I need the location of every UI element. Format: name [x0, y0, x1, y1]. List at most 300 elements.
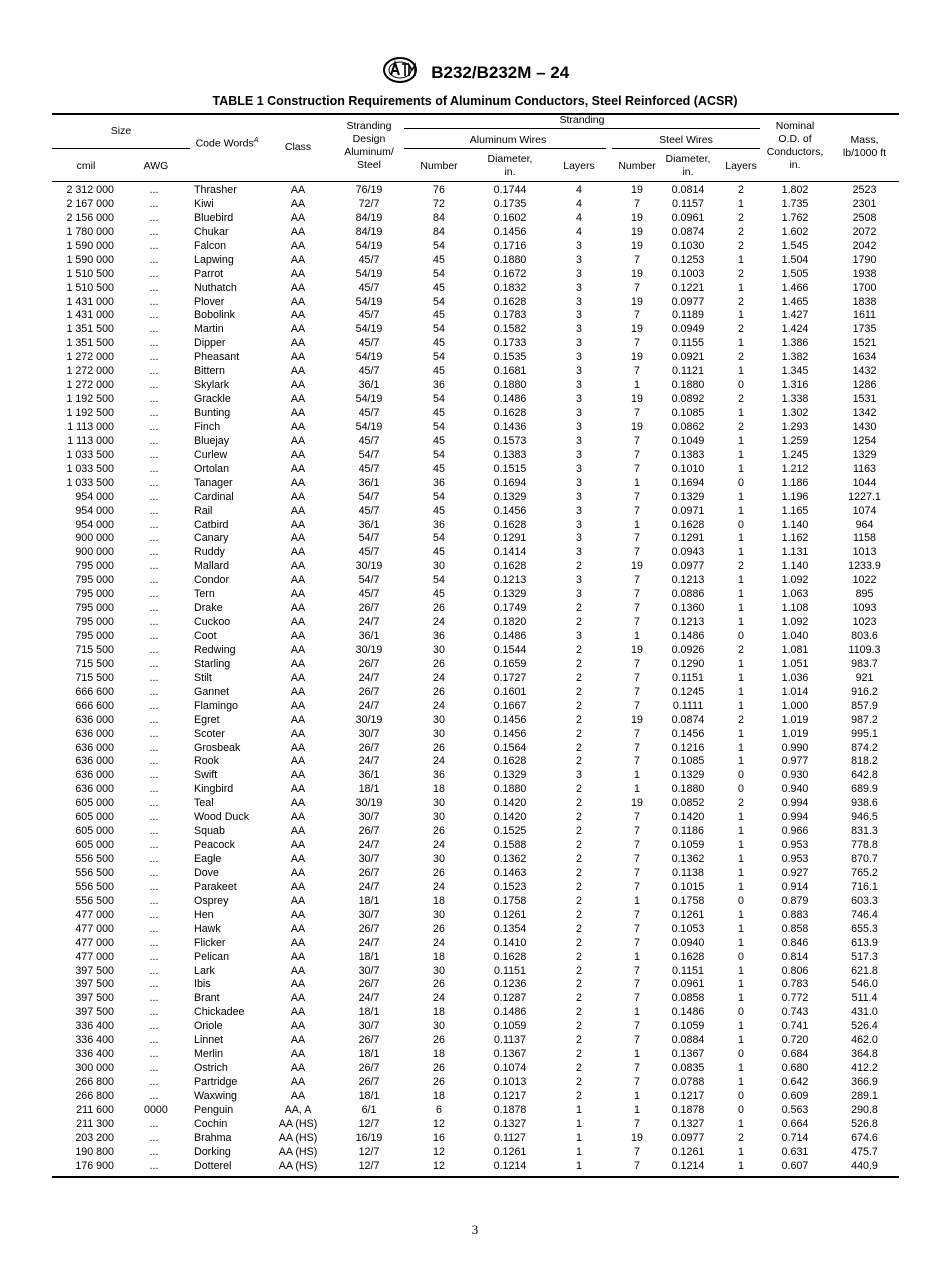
header-nominal-line2: O.D. of — [778, 133, 812, 145]
header-steel-layers: Layers — [725, 160, 757, 172]
cell-mass: 778.8 — [851, 839, 878, 852]
cell-al-diameter: 0.1602 — [493, 211, 527, 224]
cell-al-number: 36 — [433, 379, 445, 392]
cell-cmil: 900 000 — [75, 532, 114, 545]
cell-al-diameter: 0.1420 — [493, 797, 527, 810]
cell-class: AA — [290, 922, 306, 935]
cell-nominal-od: 1.162 — [781, 532, 809, 545]
cell-steel-diameter: 0.1151 — [672, 964, 704, 977]
header-al-diameter-line1: Diameter, — [487, 153, 533, 165]
cell-class: AA — [290, 602, 306, 615]
cell-cmil: 1 033 500 — [66, 448, 114, 461]
cell-class: AA — [290, 281, 306, 294]
cell-steel-diameter: 0.1880 — [671, 783, 705, 796]
cell-al-layers: 2 — [576, 853, 582, 865]
table-row — [52, 407, 899, 421]
cell-mass: 1109.3 — [848, 643, 881, 656]
header-code-words — [190, 134, 264, 151]
cell-al-layers: 3 — [576, 518, 582, 531]
cell-mass: 995.1 — [851, 727, 878, 740]
cell-cmil: 900 000 — [75, 546, 114, 559]
cell-al-diameter: 0.1628 — [493, 295, 527, 308]
cell-steel-number: 1 — [634, 379, 640, 392]
cell-class: AA — [290, 630, 306, 642]
cell-mass: 1634 — [852, 351, 877, 364]
cell-code-word: Tanager — [194, 476, 233, 489]
cell-nominal-od: 0.741 — [781, 1020, 809, 1033]
cell-nominal-od: 1.014 — [781, 685, 809, 698]
header-stranding-design-line3: Aluminum/ — [344, 146, 394, 158]
cell-al-number: 18 — [433, 894, 445, 907]
cell-mass: 1158 — [853, 532, 876, 545]
cell-nominal-od: 0.714 — [781, 1131, 809, 1144]
cell-code-word: Grackle — [194, 393, 231, 406]
cell-class: AA — [290, 532, 306, 545]
cell-stranding-design: 18/1 — [358, 1089, 380, 1102]
cell-steel-diameter: 0.1878 — [671, 1103, 705, 1116]
cell-cmil: 1 351 500 — [66, 323, 114, 336]
cell-awg: ... — [149, 866, 159, 879]
cell-nominal-od: 0.930 — [781, 769, 809, 782]
cell-al-number: 26 — [433, 1062, 445, 1075]
cell-steel-number: 7 — [634, 197, 640, 210]
cell-stranding-design: 26/7 — [358, 825, 380, 838]
cell-steel-diameter: 0.1758 — [671, 894, 705, 907]
cell-steel-layers: 1 — [738, 1145, 744, 1158]
cell-al-diameter: 0.1749 — [493, 602, 527, 615]
cell-awg: ... — [149, 1076, 159, 1088]
cell-al-number: 26 — [433, 866, 445, 879]
cell-class: AA — [290, 1006, 306, 1019]
cell-steel-layers: 1 — [738, 281, 744, 294]
cell-steel-layers: 1 — [738, 1076, 744, 1088]
cell-al-layers: 2 — [576, 741, 582, 754]
cell-al-layers: 4 — [576, 184, 582, 196]
cell-al-diameter: 0.1880 — [493, 783, 527, 796]
cell-al-number: 30 — [433, 797, 445, 810]
cell-al-layers: 2 — [576, 699, 582, 712]
cell-al-number: 30 — [433, 1020, 445, 1033]
cell-steel-number: 7 — [634, 936, 640, 949]
cell-steel-diameter: 0.1290 — [671, 657, 705, 670]
cell-al-diameter: 0.1362 — [493, 853, 527, 865]
cell-al-layers: 3 — [576, 420, 582, 433]
cell-stranding-design: 45/7 — [358, 462, 380, 475]
cell-cmil: 954 000 — [75, 518, 114, 531]
cell-awg: ... — [149, 309, 159, 322]
cell-code-word: Plover — [194, 295, 225, 308]
cell-awg: ... — [149, 741, 159, 754]
cell-nominal-od: 1.735 — [781, 197, 809, 210]
header-stranding-design-line1: Stranding — [346, 120, 392, 132]
cell-class: AA — [290, 379, 306, 392]
cell-stranding-design: 76/19 — [355, 184, 383, 196]
table-row — [52, 268, 899, 282]
cell-awg: ... — [149, 337, 159, 350]
header-al-layers: Layers — [563, 160, 595, 172]
cell-al-number: 45 — [433, 546, 445, 559]
cell-steel-diameter: 0.0886 — [671, 588, 705, 601]
table-row — [52, 978, 899, 992]
cell-al-number: 24 — [433, 699, 445, 712]
cell-stranding-design: 45/7 — [358, 546, 380, 559]
cell-awg: ... — [149, 476, 159, 489]
cell-al-layers: 2 — [576, 825, 582, 838]
cell-steel-layers: 1 — [738, 197, 744, 210]
cell-nominal-od: 1.382 — [781, 351, 809, 364]
table-row — [52, 532, 899, 546]
cell-code-word: Gannet — [194, 685, 230, 698]
table-row — [52, 1104, 899, 1118]
cell-steel-layers: 2 — [738, 420, 744, 433]
cell-awg: ... — [149, 811, 159, 824]
cell-steel-number: 7 — [634, 853, 640, 865]
table-row — [52, 1118, 899, 1132]
cell-al-number: 30 — [433, 727, 445, 740]
cell-stranding-design: 36/1 — [358, 518, 380, 531]
cell-steel-diameter: 0.1213 — [671, 616, 705, 629]
cell-al-number: 45 — [433, 504, 445, 517]
cell-class: AA (HS) — [278, 1117, 318, 1130]
cell-al-layers: 1 — [576, 1103, 582, 1116]
cell-class: AA — [290, 616, 306, 629]
cell-al-diameter: 0.1486 — [493, 630, 527, 642]
cell-steel-layers: 1 — [738, 685, 744, 698]
cell-al-diameter: 0.1672 — [493, 267, 527, 280]
cell-code-word: Swift — [194, 769, 218, 782]
cell-cmil: 556 500 — [75, 866, 114, 879]
cell-cmil: 795 000 — [75, 602, 114, 615]
cell-al-number: 54 — [433, 351, 445, 364]
cell-stranding-design: 16/19 — [355, 1131, 383, 1144]
cell-al-layers: 3 — [576, 365, 582, 378]
cell-steel-number: 7 — [634, 908, 640, 921]
cell-mass: 289.1 — [851, 1089, 878, 1102]
cell-steel-diameter: 0.1138 — [672, 866, 704, 879]
cell-steel-number: 1 — [634, 769, 640, 782]
cell-al-layers: 2 — [576, 560, 582, 573]
cell-awg: ... — [149, 420, 159, 433]
cell-al-diameter: 0.1329 — [493, 769, 527, 782]
cell-mass: 431.0 — [851, 1006, 878, 1019]
cell-code-word: Flamingo — [194, 699, 238, 712]
cell-stranding-design: 30/7 — [358, 727, 380, 740]
cell-steel-layers: 0 — [738, 1006, 744, 1019]
cell-cmil: 1 272 000 — [66, 365, 114, 378]
cell-steel-layers: 1 — [738, 588, 744, 601]
cell-al-number: 54 — [433, 239, 445, 252]
cell-code-word: Canary — [194, 532, 229, 545]
cell-awg: ... — [149, 295, 159, 308]
cell-cmil: 954 000 — [75, 504, 114, 517]
cell-steel-diameter: 0.1216 — [671, 741, 705, 754]
table-row — [52, 421, 899, 435]
cell-mass: 938.6 — [851, 797, 878, 810]
cell-nominal-od: 1.165 — [781, 504, 809, 517]
cell-awg: ... — [149, 1006, 159, 1019]
cell-mass: 946.5 — [851, 811, 878, 824]
cell-code-word: Condor — [194, 574, 230, 587]
cell-steel-layers: 2 — [738, 643, 744, 656]
cell-cmil: 1 033 500 — [66, 476, 114, 489]
cell-stranding-design: 54/19 — [355, 239, 383, 252]
cell-al-layers: 3 — [576, 239, 582, 252]
table-row — [52, 282, 899, 296]
cell-class: AA (HS) — [278, 1159, 318, 1172]
cell-steel-layers: 1 — [738, 657, 744, 670]
cell-cmil: 795 000 — [75, 574, 114, 587]
cell-steel-number: 19 — [631, 225, 643, 238]
cell-code-word: Starling — [194, 657, 231, 670]
cell-mass: 916.2 — [851, 685, 878, 698]
cell-al-number: 26 — [433, 922, 445, 935]
cell-nominal-od: 0.563 — [781, 1103, 809, 1116]
table-row — [52, 602, 899, 616]
cell-code-word: Flicker — [194, 936, 226, 949]
cell-al-layers: 3 — [576, 546, 582, 559]
cell-al-diameter: 0.1744 — [493, 184, 527, 196]
cell-steel-diameter: 0.0940 — [671, 936, 705, 949]
cell-nominal-od: 1.140 — [781, 518, 809, 531]
cell-class: AA — [290, 504, 306, 517]
cell-class: AA — [290, 950, 306, 963]
cell-al-layers: 2 — [576, 685, 582, 698]
cell-cmil: 397 500 — [75, 1006, 114, 1019]
cell-al-number: 16 — [433, 1131, 445, 1144]
cell-steel-diameter: 0.1053 — [671, 922, 705, 935]
cell-awg: ... — [149, 657, 159, 670]
cell-code-word: Finch — [194, 420, 221, 433]
cell-awg: ... — [149, 685, 159, 698]
cell-code-word: Dove — [194, 866, 219, 879]
cell-steel-number: 7 — [634, 922, 640, 935]
table-row — [52, 644, 899, 658]
cell-steel-layers: 1 — [738, 602, 744, 615]
cell-awg: ... — [149, 671, 159, 684]
cell-awg: ... — [149, 490, 159, 503]
cell-mass: 1611 — [853, 309, 876, 322]
cell-code-word: Linnet — [194, 1034, 224, 1047]
cell-al-number: 36 — [433, 630, 445, 642]
table-row — [52, 365, 899, 379]
cell-steel-number: 19 — [631, 323, 643, 336]
table-row — [52, 1006, 899, 1020]
table-row — [52, 992, 899, 1006]
cell-steel-diameter: 0.1157 — [672, 197, 704, 210]
cell-awg: ... — [149, 365, 159, 378]
cell-cmil: 954 000 — [75, 490, 114, 503]
cell-cmil: 636 000 — [75, 755, 114, 768]
cell-mass: 526.4 — [851, 1020, 878, 1033]
cell-mass: 603.3 — [851, 894, 878, 907]
cell-awg: ... — [149, 1117, 159, 1130]
cell-al-layers: 4 — [576, 211, 582, 224]
cell-al-number: 84 — [433, 211, 445, 224]
table-row — [52, 240, 899, 254]
cell-steel-number: 7 — [634, 546, 640, 559]
cell-steel-layers: 1 — [738, 936, 744, 949]
cell-class: AA — [290, 462, 306, 475]
cell-steel-layers: 1 — [738, 978, 744, 991]
table-row — [52, 658, 899, 672]
cell-cmil: 1 033 500 — [66, 462, 114, 475]
cell-mass: 1254 — [852, 434, 877, 447]
cell-cmil: 715 500 — [75, 657, 114, 670]
cell-steel-layers: 1 — [738, 574, 744, 587]
cell-code-word: Oriole — [194, 1020, 223, 1033]
cell-nominal-od: 1.466 — [781, 281, 809, 294]
cell-code-word: Chickadee — [194, 1006, 245, 1019]
cell-stranding-design: 26/7 — [358, 1034, 380, 1047]
cell-al-diameter: 0.1628 — [493, 518, 527, 531]
cell-class: AA — [290, 894, 306, 907]
cell-al-diameter: 0.1733 — [493, 337, 527, 350]
table-row — [52, 463, 899, 477]
cell-mass: 621.8 — [851, 964, 878, 977]
cell-steel-layers: 2 — [738, 713, 744, 726]
cell-stranding-design: 30/7 — [358, 908, 380, 921]
cell-mass: 1163 — [853, 462, 876, 475]
cell-steel-number: 7 — [634, 1062, 640, 1075]
cell-al-layers: 3 — [576, 267, 582, 280]
cell-nominal-od: 0.977 — [781, 755, 809, 768]
cell-steel-number: 19 — [631, 351, 643, 364]
cell-steel-number: 1 — [634, 1089, 640, 1102]
cell-stranding-design: 36/1 — [358, 630, 380, 642]
cell-steel-diameter: 0.1628 — [671, 950, 705, 963]
cell-cmil: 795 000 — [75, 588, 114, 601]
cell-stranding-design: 24/7 — [358, 839, 380, 852]
cell-steel-layers: 1 — [738, 964, 744, 977]
cell-mass: 803.6 — [851, 630, 878, 642]
cell-al-diameter: 0.1013 — [493, 1076, 527, 1088]
cell-mass: 1938 — [852, 267, 877, 280]
cell-awg: ... — [149, 518, 159, 531]
cell-awg: ... — [149, 574, 159, 587]
cell-awg: ... — [149, 323, 159, 336]
cell-mass: 526.8 — [851, 1117, 878, 1130]
cell-al-layers: 2 — [576, 1076, 582, 1088]
cell-mass: 2072 — [852, 225, 877, 238]
cell-steel-diameter: 0.1880 — [671, 379, 705, 392]
cell-steel-layers: 2 — [738, 211, 744, 224]
cell-nominal-od: 1.505 — [781, 267, 809, 280]
table-row — [52, 1146, 899, 1160]
table-row — [52, 714, 899, 728]
size-underline — [52, 148, 190, 149]
cell-code-word: Lark — [194, 964, 215, 977]
cell-steel-number: 7 — [634, 588, 640, 601]
cell-al-layers: 2 — [576, 811, 582, 824]
cell-class: AA — [290, 295, 306, 308]
cell-awg: ... — [149, 1062, 159, 1075]
cell-al-number: 24 — [433, 616, 445, 629]
cell-awg: ... — [149, 253, 159, 266]
cell-mass: 462.0 — [851, 1034, 878, 1047]
cell-steel-number: 19 — [631, 420, 643, 433]
cell-nominal-od: 1.338 — [781, 393, 809, 406]
cell-code-word: Brant — [194, 992, 220, 1005]
cell-mass: 689.9 — [851, 783, 878, 796]
cell-class: AA — [290, 225, 306, 238]
cell-awg: ... — [149, 825, 159, 838]
cell-steel-number: 7 — [634, 1159, 640, 1172]
cell-al-diameter: 0.1463 — [493, 866, 527, 879]
table-row — [52, 616, 899, 630]
cell-class: AA — [290, 476, 306, 489]
cell-steel-diameter: 0.1085 — [671, 407, 705, 419]
header-mass-line1: Mass, — [850, 134, 879, 146]
cell-awg: ... — [149, 992, 159, 1005]
cell-code-word: Ortolan — [194, 462, 230, 475]
cell-cmil: 477 000 — [75, 936, 114, 949]
cell-stranding-design: 26/7 — [358, 685, 380, 698]
cell-al-number: 30 — [433, 713, 445, 726]
cell-class: AA — [290, 574, 306, 587]
cell-stranding-design: 18/1 — [358, 950, 380, 963]
cell-al-number: 18 — [433, 1089, 445, 1102]
cell-class: AA — [290, 1076, 306, 1088]
cell-al-number: 26 — [433, 741, 445, 754]
cell-mass: 364.8 — [851, 1048, 878, 1061]
table-row — [52, 1062, 899, 1076]
cell-class: AA — [290, 839, 306, 852]
cell-al-number: 30 — [433, 853, 445, 865]
cell-al-layers: 3 — [576, 462, 582, 475]
document-id: B232/B232M – 24 — [431, 62, 570, 82]
cell-steel-number: 1 — [634, 518, 640, 531]
cell-al-diameter: 0.1820 — [493, 616, 527, 629]
table-row — [52, 839, 899, 853]
cell-al-layers: 2 — [576, 1034, 582, 1047]
cell-mass: 2523 — [852, 184, 877, 196]
cell-mass: 1093 — [852, 602, 877, 615]
cell-nominal-od: 1.802 — [781, 184, 809, 196]
cell-awg: ... — [149, 197, 159, 210]
cell-al-diameter: 0.1127 — [494, 1131, 526, 1144]
cell-steel-number: 7 — [634, 532, 640, 545]
cell-steel-number: 7 — [634, 309, 640, 322]
cell-stranding-design: 54/19 — [355, 420, 383, 433]
cell-mass: 2042 — [852, 239, 877, 252]
cell-steel-number: 7 — [634, 671, 640, 684]
cell-al-layers: 2 — [576, 922, 582, 935]
table-row — [52, 853, 899, 867]
cell-al-layers: 3 — [576, 490, 582, 503]
cell-al-layers: 2 — [576, 1062, 582, 1075]
cell-al-layers: 3 — [576, 434, 582, 447]
cell-awg: ... — [149, 978, 159, 991]
cell-stranding-design: 45/7 — [358, 337, 380, 350]
cell-mass: 857.9 — [851, 699, 878, 712]
header-awg: AWG — [143, 160, 169, 172]
cell-al-number: 36 — [433, 518, 445, 531]
table-row — [52, 323, 899, 337]
cell-cmil: 636 000 — [75, 727, 114, 740]
cell-nominal-od: 1.259 — [781, 434, 809, 447]
cell-stranding-design: 30/19 — [355, 713, 383, 726]
cell-nominal-od: 1.131 — [781, 546, 809, 559]
cell-code-word: Bittern — [194, 365, 225, 378]
cell-mass: 746.4 — [851, 908, 878, 921]
cell-stranding-design: 84/19 — [355, 211, 383, 224]
cell-awg: ... — [149, 351, 159, 364]
cell-awg: ... — [149, 839, 159, 852]
cell-steel-diameter: 0.0961 — [671, 211, 705, 224]
cell-awg: ... — [149, 727, 159, 740]
cell-class: AA — [290, 992, 306, 1005]
cell-steel-diameter: 0.1261 — [671, 908, 705, 921]
